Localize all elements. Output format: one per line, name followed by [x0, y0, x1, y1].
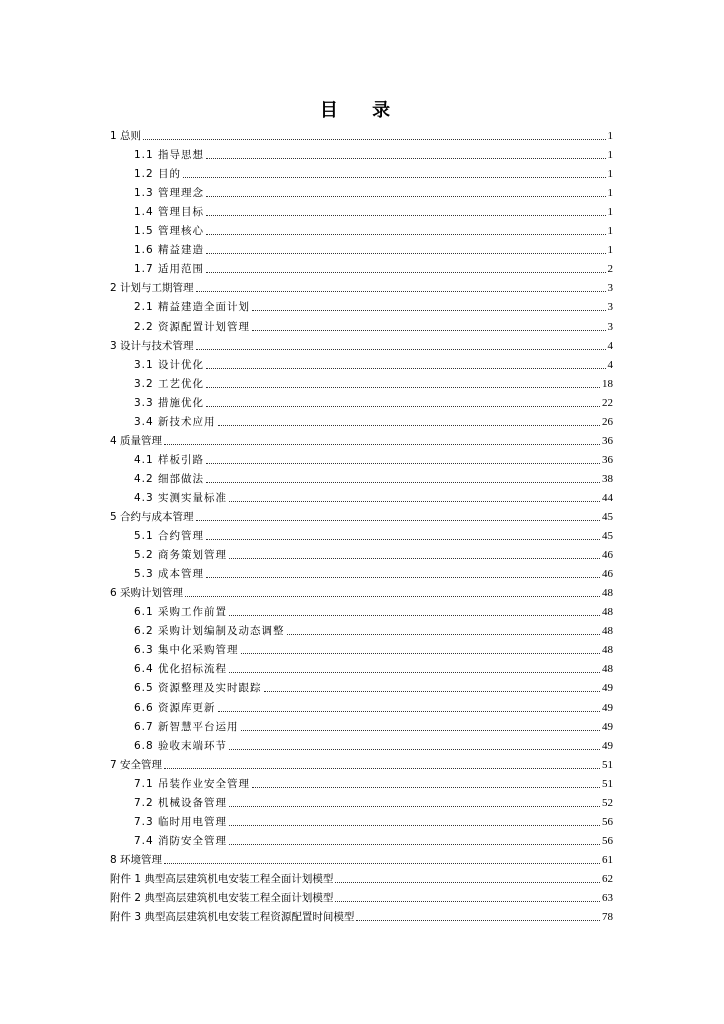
- toc-entry[interactable]: [134, 562, 613, 581]
- toc-leader-dots: [218, 710, 600, 712]
- toc-entry-label: 4.2 细部做法: [134, 472, 205, 485]
- toc-entry-label: 8 环境管理: [110, 853, 163, 866]
- toc-entry-page-number: 26: [602, 415, 613, 428]
- toc-entry[interactable]: [134, 486, 613, 505]
- toc-entry[interactable]: [134, 810, 613, 829]
- toc-leader-dots: [206, 538, 600, 540]
- toc-entry-page-number: 45: [602, 530, 613, 543]
- toc-leader-dots: [229, 500, 600, 502]
- toc-leader-dots: [206, 386, 600, 388]
- toc-entry-label: 3 设计与技术管理: [110, 339, 194, 352]
- toc-leader-dots: [229, 671, 600, 673]
- toc-leader-dots: [335, 881, 600, 883]
- toc-entry-label: 2.1 精益建造全面计划: [134, 301, 251, 314]
- toc-entry-label: 1.1 指导思想: [134, 149, 205, 162]
- toc-entry[interactable]: [110, 848, 613, 867]
- toc-entry-page-number: 49: [602, 739, 613, 752]
- toc-entry-label: 1.4 管理目标: [134, 206, 205, 219]
- toc-leader-dots: [206, 214, 605, 216]
- toc-entry[interactable]: [134, 676, 613, 695]
- toc-entry-label: 6.4 优化招标流程: [134, 663, 228, 676]
- toc-entry[interactable]: [110, 886, 613, 905]
- toc-entry-page-number: 2: [607, 263, 613, 276]
- toc-entry-label: 5.2 商务策划管理: [134, 549, 228, 562]
- toc-leader-dots: [143, 138, 605, 140]
- toc-leader-dots: [287, 633, 600, 635]
- toc-leader-dots: [241, 729, 600, 731]
- toc-entry-page-number: 22: [602, 396, 613, 409]
- toc-entry-page-number: 1: [607, 206, 613, 219]
- toc-entry-page-number: 1: [607, 168, 613, 181]
- toc-entry-page-number: 52: [602, 796, 613, 809]
- toc-entry[interactable]: [134, 638, 613, 657]
- toc-leader-dots: [229, 843, 600, 845]
- toc-entry-label: 1.2 目的: [134, 168, 182, 181]
- toc-entry-page-number: 63: [602, 892, 613, 904]
- toc-leader-dots: [196, 519, 600, 521]
- toc-entry[interactable]: [110, 334, 613, 353]
- toc-entry-label: 3.3 措施优化: [134, 396, 205, 409]
- toc-entry-page-number: 36: [602, 453, 613, 466]
- toc-entry-label: 2 计划与工期管理: [110, 282, 194, 295]
- toc-entry-label: 6.7 新智慧平台运用: [134, 720, 239, 733]
- toc-entry-label: 4.3 实测实量标准: [134, 491, 228, 504]
- toc-entry[interactable]: [134, 543, 613, 562]
- page-title: 目 录: [319, 100, 405, 121]
- toc-entry[interactable]: [134, 162, 613, 181]
- toc-entry-label: 6 采购计划管理: [110, 587, 184, 600]
- toc-entry[interactable]: [134, 829, 613, 848]
- toc-entry-label: 附件 3 典型高层建筑机电安装工程资源配置时间模型: [110, 911, 355, 924]
- toc-entry[interactable]: [134, 772, 613, 791]
- toc-entry-page-number: 38: [602, 472, 613, 485]
- toc-entry-page-number: 4: [607, 339, 613, 352]
- toc-entry-page-number: 78: [602, 911, 613, 924]
- toc-entry-label: 1.5 管理核心: [134, 225, 205, 238]
- toc-entry-label: 5.3 成本管理: [134, 568, 205, 581]
- toc-entry[interactable]: [134, 143, 613, 162]
- toc-leader-dots: [229, 824, 600, 826]
- toc-entry[interactable]: [134, 295, 613, 314]
- toc-entry-page-number: 4: [607, 358, 613, 371]
- toc-leader-dots: [206, 462, 600, 464]
- toc-entry-label: 5.1 合约管理: [134, 530, 205, 543]
- toc-entry-page-number: 3: [607, 320, 613, 333]
- toc-entry[interactable]: [110, 753, 613, 772]
- toc-entry[interactable]: [134, 257, 613, 276]
- toc-entry[interactable]: [110, 905, 613, 924]
- toc-entry-page-number: 56: [602, 815, 613, 828]
- toc-leader-dots: [196, 290, 606, 292]
- toc-entry-page-number: 1: [607, 130, 613, 142]
- toc-entry-label: 6.6 资源库更新: [134, 701, 216, 714]
- toc-entry-label: 4.1 样板引路: [134, 453, 205, 466]
- toc-entry-label: 3.4 新技术应用: [134, 415, 216, 428]
- toc-leader-dots: [206, 157, 605, 159]
- toc-leader-dots: [241, 652, 600, 654]
- toc-entry-page-number: 49: [602, 701, 613, 714]
- toc-entry-page-number: 61: [602, 853, 613, 866]
- toc-entry-label: 6.5 资源整理及实时跟踪: [134, 682, 262, 695]
- toc-entry-label: 7.3 临时用电管理: [134, 815, 228, 828]
- toc-leader-dots: [356, 919, 600, 921]
- toc-entry[interactable]: [110, 276, 613, 295]
- toc-leader-dots: [229, 748, 600, 750]
- toc-entry[interactable]: [110, 867, 613, 886]
- toc-entry-page-number: 48: [602, 587, 613, 600]
- toc-leader-dots: [206, 195, 605, 197]
- toc-entry-label: 7.1 吊装作业安全管理: [134, 777, 251, 790]
- toc-entry-page-number: 48: [602, 663, 613, 676]
- toc-entry-page-number: 44: [602, 491, 613, 504]
- toc-leader-dots: [196, 348, 606, 350]
- toc-entry[interactable]: [134, 448, 613, 467]
- toc-entry[interactable]: [134, 619, 613, 638]
- toc-leader-dots: [164, 443, 600, 445]
- toc-leader-dots: [229, 557, 600, 559]
- toc-entry[interactable]: [134, 238, 613, 257]
- toc-entry-page-number: 48: [602, 644, 613, 657]
- toc-entry-label: 1.3 管理理念: [134, 187, 205, 200]
- toc-entry[interactable]: [134, 181, 613, 200]
- toc-entry-label: 6.8 验收末端环节: [134, 739, 228, 752]
- toc-leader-dots: [206, 405, 600, 407]
- toc-entry-page-number: 48: [602, 625, 613, 638]
- toc-entry-label: 附件 1 典型高层建筑机电安装工程全面计划模型: [110, 872, 334, 885]
- toc-entry-label: 6.1 采购工作前置: [134, 606, 228, 619]
- toc-entry[interactable]: [110, 429, 613, 448]
- toc-leader-dots: [335, 900, 600, 902]
- toc-leader-dots: [164, 862, 600, 864]
- toc-entry-page-number: 36: [602, 434, 613, 447]
- toc-entry-label: 7 安全管理: [110, 758, 163, 771]
- toc-entry-label: 1.6 精益建造: [134, 244, 205, 257]
- toc-leader-dots: [206, 576, 600, 578]
- toc-leader-dots: [264, 690, 600, 692]
- toc-entry[interactable]: [134, 372, 613, 391]
- toc-entry-label: 1 总则: [110, 130, 142, 142]
- toc-entry-page-number: 48: [602, 606, 613, 619]
- toc-entry-page-number: 18: [602, 377, 613, 390]
- toc-entry-page-number: 51: [602, 777, 613, 790]
- toc-leader-dots: [206, 252, 605, 254]
- toc-leader-dots: [206, 271, 605, 273]
- toc-entry[interactable]: [110, 505, 613, 524]
- toc-entry-label: 6.3 集中化采购管理: [134, 644, 239, 657]
- toc-leader-dots: [206, 367, 605, 369]
- toc-entry-label: 4 质量管理: [110, 434, 163, 447]
- toc-entry[interactable]: [134, 200, 613, 219]
- toc-entry-page-number: 62: [602, 872, 613, 885]
- toc-entry[interactable]: [134, 467, 613, 486]
- toc-leader-dots: [206, 481, 600, 483]
- toc-entry-label: 6.2 采购计划编制及动态调整: [134, 625, 285, 638]
- toc-entry-page-number: 56: [602, 834, 613, 847]
- toc-leader-dots: [252, 786, 600, 788]
- toc-leader-dots: [218, 424, 600, 426]
- toc-entry-page-number: 1: [607, 187, 613, 200]
- toc-leader-dots: [229, 614, 600, 616]
- toc-entry[interactable]: [134, 600, 613, 619]
- toc-entry[interactable]: [134, 696, 613, 715]
- toc-leader-dots: [252, 329, 605, 331]
- toc-entry-page-number: 1: [607, 225, 613, 238]
- toc-leader-dots: [164, 767, 600, 769]
- toc-entry-label: 3.1 设计优化: [134, 358, 205, 371]
- toc-leader-dots: [252, 309, 605, 311]
- toc-entry[interactable]: [134, 391, 613, 410]
- toc-leader-dots: [183, 176, 605, 178]
- toc-entry-page-number: 49: [602, 682, 613, 695]
- toc-entry-page-number: 45: [602, 511, 613, 523]
- toc-entry[interactable]: [134, 353, 613, 372]
- toc-entry[interactable]: [110, 581, 613, 600]
- toc-entry-label: 7.2 机械设备管理: [134, 796, 228, 809]
- toc-entry[interactable]: [134, 791, 613, 810]
- toc-entry-page-number: 3: [607, 301, 613, 314]
- toc-entry[interactable]: [134, 410, 613, 429]
- toc-entry-label: 附件 2 典型高层建筑机电安装工程全面计划模型: [110, 892, 334, 904]
- toc-entry[interactable]: [134, 734, 613, 753]
- toc-entry-label: 3.2 工艺优化: [134, 377, 205, 390]
- toc-entry-page-number: 1: [607, 149, 613, 162]
- toc-entry-page-number: 46: [602, 549, 613, 562]
- toc-entry-label: 7.4 消防安全管理: [134, 834, 228, 847]
- toc-entry[interactable]: [134, 715, 613, 734]
- toc-entry[interactable]: [134, 315, 613, 334]
- toc-entry-label: 5 合约与成本管理: [110, 511, 194, 523]
- toc-entry-page-number: 49: [602, 720, 613, 733]
- toc-entry-label: 1.7 适用范围: [134, 263, 205, 276]
- toc-leader-dots: [185, 595, 600, 597]
- toc-entry[interactable]: [134, 524, 613, 543]
- toc-entry[interactable]: [134, 657, 613, 676]
- toc-entry-page-number: 46: [602, 568, 613, 581]
- toc-entry[interactable]: [134, 219, 613, 238]
- toc-entry-label: 2.2 资源配置计划管理: [134, 320, 251, 333]
- toc-leader-dots: [206, 233, 605, 235]
- toc-entry-page-number: 51: [602, 758, 613, 771]
- toc-entry-page-number: 1: [607, 244, 613, 257]
- toc-leader-dots: [229, 805, 600, 807]
- toc-entry[interactable]: [110, 124, 613, 143]
- toc-entry-page-number: 3: [607, 282, 613, 295]
